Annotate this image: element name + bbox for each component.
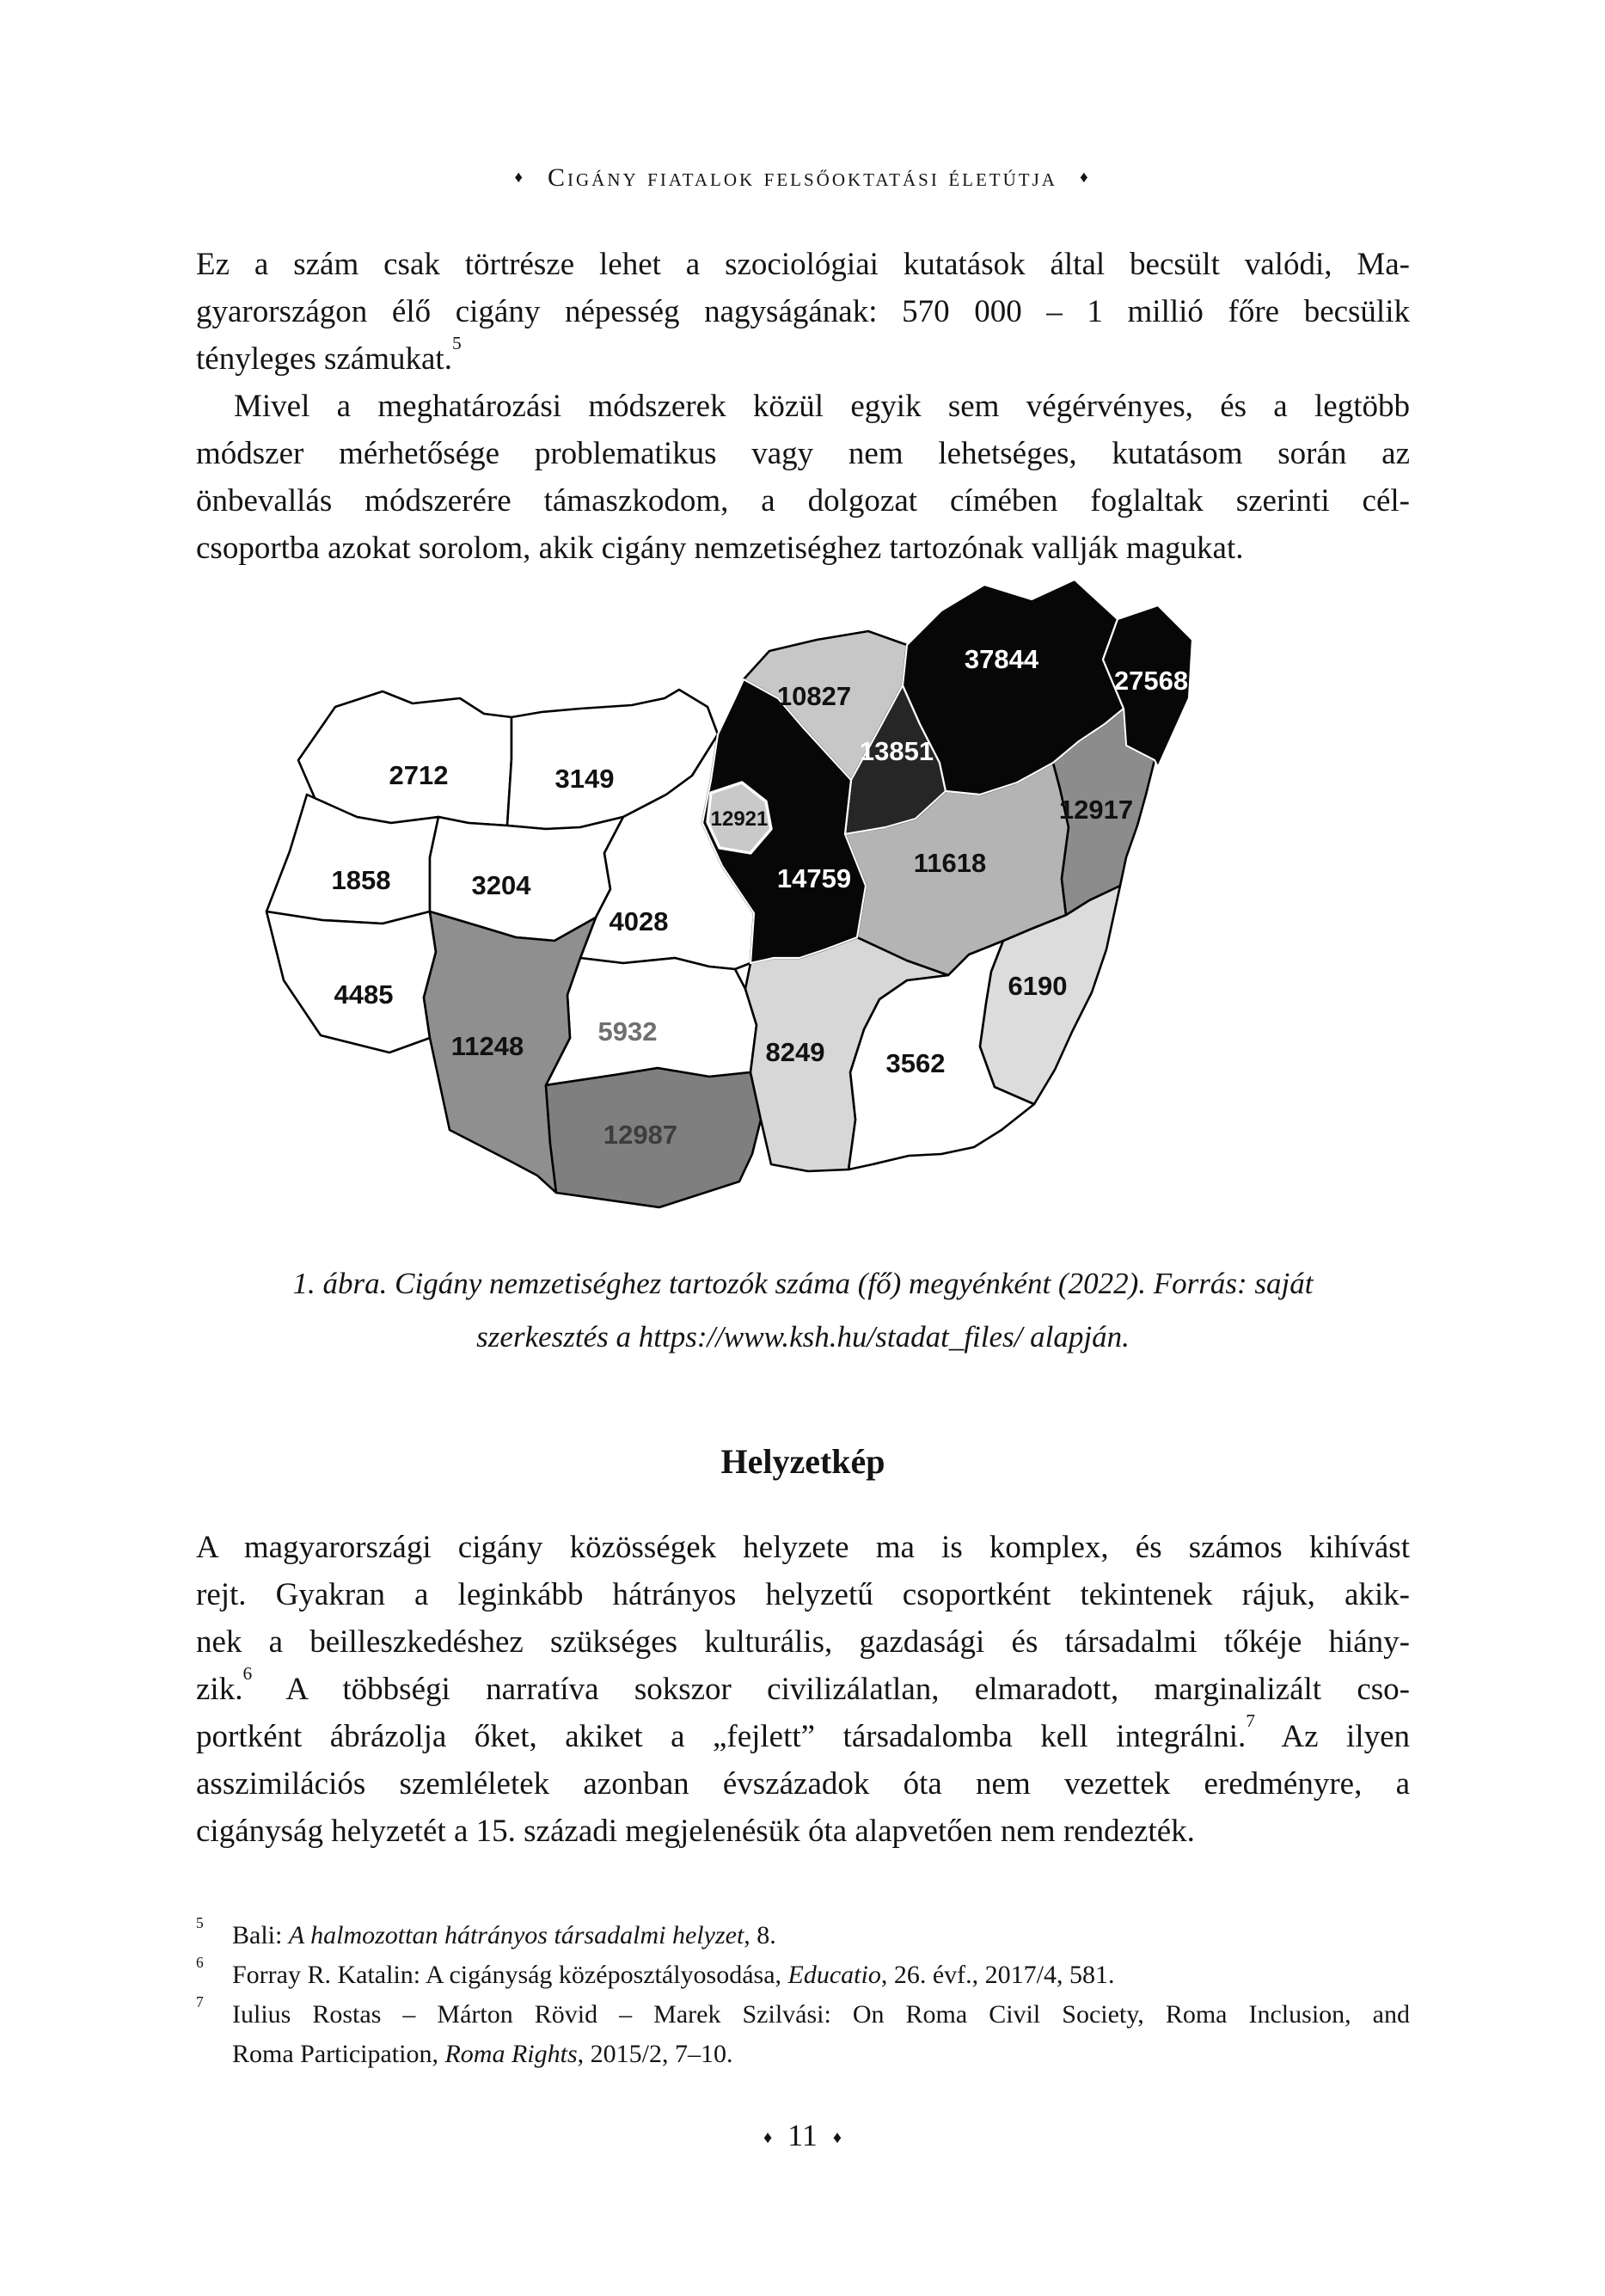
footnote-line: $^7$ Iulius Rostas – Márton Rövid – Marek Szilvási: On Roma Civil Society, Roma Inclusion, and — [196, 1992, 1410, 2029]
county-baranya-value-label: 12987 — [603, 1120, 678, 1150]
footnote-line: $^5$ Bali: A halmozottan hátrányos társadalmi helyzet, 8. — [196, 1913, 776, 1949]
text-line: nek a beilleszkedéshez szükséges kulturális, gazdasági és társadalmi tőkéje hiány- — [196, 1624, 1410, 1660]
text-line: zik.$^6$ A többségi narratíva sokszor civilizálatlan, elmaradott, marginalizált cso- — [196, 1663, 1410, 1707]
county-tolna-value-label: 5932 — [597, 1016, 658, 1047]
text-line: A magyarországi cigány közösségek helyzete ma is komplex, és számos kihívást — [196, 1530, 1410, 1565]
text-line: Mivel a meghatározási módszerek közül egyik sem végérvényes, és a legtöbb — [234, 389, 1410, 424]
figure-caption-line-2: szerkesztés a https://www.ksh.hu/stadat_files/ alapján. — [476, 1320, 1130, 1354]
diamond-bullet-icon: ♦ — [514, 169, 526, 187]
county-szabolcs-szatmar-bereg-value-label: 27568 — [1113, 666, 1189, 696]
county-csongrad-csanad-value-label: 3562 — [885, 1048, 946, 1078]
text-line: csoportba azokat sorolom, akik cigány nemzetiséghez tartozónak vallják magukat. — [196, 531, 1244, 566]
text-line: módszer mérhetősége problematikus vagy nem lehetséges, kutatásom során az — [196, 436, 1410, 471]
text-line: gyarországon élő cigány népesség nagyságának: 570 000 – 1 millió főre becsülik — [196, 294, 1410, 329]
paragraph-3 — [196, 1524, 1410, 1855]
county-veszprem-value-label: 3204 — [471, 870, 531, 900]
paragraph-2 — [196, 383, 1410, 572]
footnote-line: Roma Participation, Roma Rights, 2015/2, 7–10. — [232, 2040, 733, 2068]
diamond-bullet-icon: ♦ — [1079, 169, 1091, 187]
text-line: rejt. Gyakran a leginkább hátrányos helyzetű csoportként tekintenek rájuk, akik- — [196, 1577, 1410, 1612]
running-header-title: Cigány fiatalok felsőoktatási életútja — [548, 163, 1057, 192]
county-pest-value-label: 14759 — [776, 863, 852, 893]
footnote-line: $^6$ Forray R. Katalin: A cigányság középosztályosodása, Educatio, 26. évf., 2017/4, 581. — [196, 1953, 1115, 1989]
footnotes — [196, 1913, 1410, 2074]
county-hajdu-bihar-value-label: 12917 — [1058, 795, 1134, 825]
diamond-bullet-icon: ♦ — [763, 2128, 773, 2147]
county-budapest-value-label: 12921 — [710, 807, 769, 831]
page-number — [0, 2117, 1605, 2153]
text-line: önbevallás módszerére támaszkodom, a dolgozat címében foglaltak szerinti cél- — [196, 483, 1410, 519]
hungary-county-map — [254, 569, 1199, 1231]
paragraph-1 — [196, 241, 1410, 383]
county-bacs-kiskun-value-label: 8249 — [765, 1037, 825, 1067]
county-jasz-nagykun-szolnok-value-label: 11618 — [913, 848, 987, 878]
text-line: asszimilációs szemléletek azonban évszázadok óta nem vezettek eredményre, a — [196, 1766, 1410, 1802]
text-line: tényleges számukat.$^5$ — [196, 333, 462, 377]
county-zala-value-label: 4485 — [334, 979, 394, 1010]
text-line: cigányság helyzetét a 15. századi megjelenésük óta alapvetően nem rendezték. — [196, 1814, 1195, 1849]
running-header — [0, 163, 1605, 193]
county-fejer-value-label: 4028 — [609, 906, 669, 936]
county-heves-value-label: 13851 — [859, 736, 934, 766]
text-line: Ez a szám csak törtrésze lehet a szociológiai kutatások által becsült valódi, Ma- — [196, 247, 1410, 282]
county-bekes-value-label: 6190 — [1008, 971, 1068, 1001]
section-heading: Helyzetkép — [720, 1442, 885, 1481]
county-komarom-esztergom-value-label: 3149 — [554, 764, 615, 794]
figure-1-map — [254, 569, 1199, 1231]
text-line: portként ábrázolja őket, akiket a „fejlett” társadalomba kell integrálni.$^7$ Az ilyen — [196, 1710, 1410, 1754]
county-borsod-abauj-zemplen-value-label: 37844 — [964, 644, 1039, 674]
county-gyor-moson-sopron-value-label: 2712 — [389, 760, 449, 790]
county-nograd-value-label: 10827 — [776, 681, 852, 711]
county-vas-value-label: 1858 — [331, 865, 391, 895]
county-somogy-value-label: 11248 — [450, 1031, 524, 1061]
figure-caption-line-1: 1. ábra. Cigány nemzetiséghez tartozók száma (fő) megyénként (2022). Forrás: saját — [292, 1267, 1314, 1300]
page-number-value: 11 — [787, 2118, 818, 2152]
diamond-bullet-icon: ♦ — [832, 2128, 842, 2147]
figure-caption — [196, 1257, 1410, 1364]
